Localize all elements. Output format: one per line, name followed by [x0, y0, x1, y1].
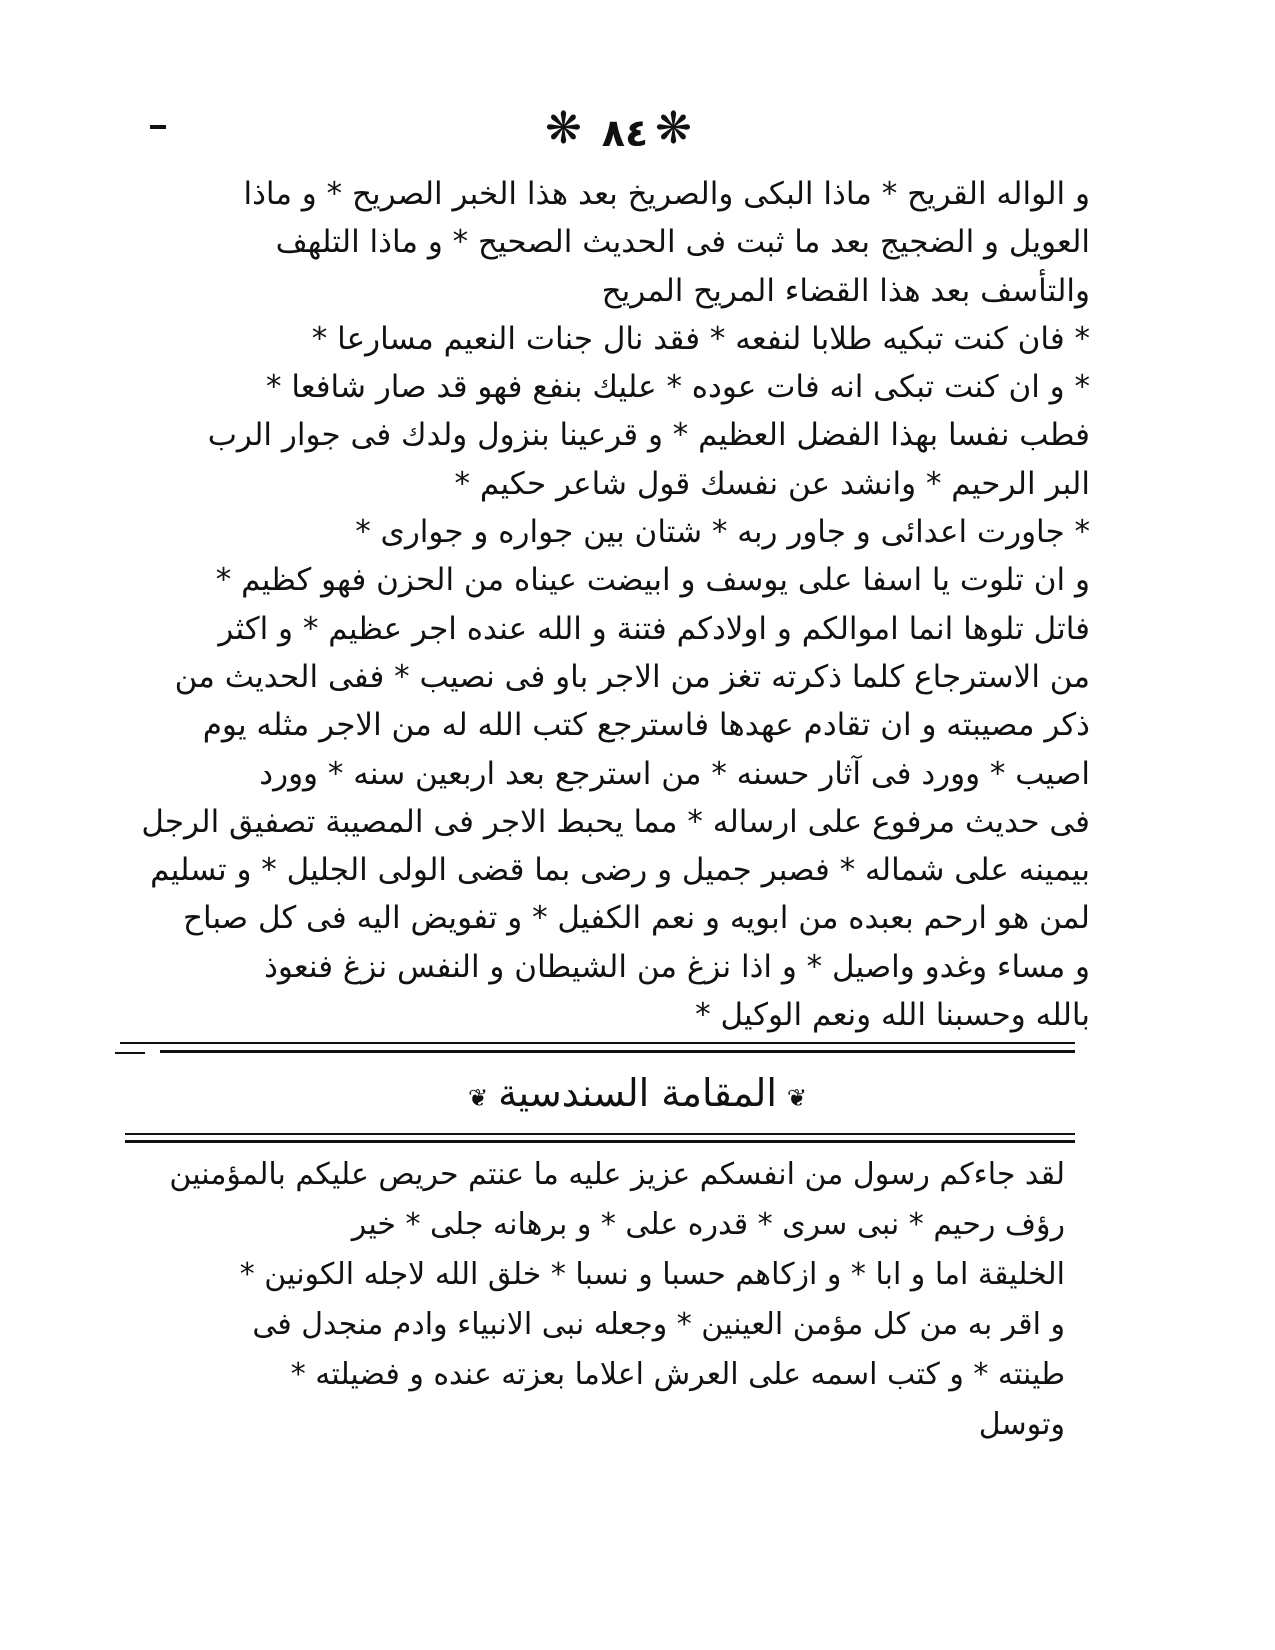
section-divider-line — [120, 1042, 1075, 1044]
text-line: و مساء وغدو واصيل * و اذا نزغ من الشيطان و النفس نزغ فنعوذ — [264, 948, 1090, 985]
text-line: طينته * و كتب اسمه على العرش اعلاما بعزته عنده و فضيلته * — [290, 1357, 1065, 1392]
section-divider-line — [160, 1050, 1075, 1053]
text-line: البر الرحيم * وانشد عن نفسك قول شاعر حكيم * — [454, 465, 1090, 502]
text-line: لقد جاءكم رسول من انفسكم عزيز عليه ما عنتم حريص عليكم بالمؤمنين — [169, 1157, 1065, 1192]
text-line: وتوسل — [978, 1407, 1065, 1442]
section-divider-line — [125, 1133, 1075, 1135]
text-line: والتأسف بعد هذا القضاء المريح المريح — [601, 272, 1090, 309]
main-text-block — [135, 170, 1090, 1039]
text-line: فاتل تلوها انما اموالكم و اولادكم فتنة و الله عنده اجر عظيم * و اكثر — [218, 610, 1090, 647]
heading-flourish-icon: ❦ — [467, 1084, 489, 1112]
text-line: العويل و الضجيج بعد ما ثبت فى الحديث الصحيح * و ماذا التلهف — [275, 224, 1090, 261]
text-line: و اقر به من كل مؤمن العينين * وجعله نبى الانبياء وادم منجدل فى — [252, 1307, 1065, 1342]
text-line: فطب نفسا بهذا الفضل العظيم * و قرعينا بنزول ولدك فى جوار الرب — [207, 417, 1090, 454]
ornament-right-icon: ❋ — [655, 103, 692, 154]
verse-line: * جاورت اعدائى و جاور ربه * شتان بين جواره و جوارى * — [355, 514, 1090, 551]
section-heading — [0, 1063, 1275, 1128]
ornament-left-icon: ❋ — [545, 103, 582, 154]
page-number: ٨٤ — [601, 111, 649, 155]
heading-flourish-icon: ❦ — [786, 1084, 808, 1112]
text-line: من الاسترجاع كلما ذكرته تغز من الاجر باو فى نصيب * ففى الحديث من — [174, 658, 1090, 695]
text-line: الخليقة اما و ابا * و ازكاهم حسبا و نسبا * خلق الله لاجله الكونين * — [239, 1257, 1065, 1292]
verse-line: * فان كنت تبكيه طلابا لنفعه * فقد نال جنات النعيم مسارعا * — [311, 320, 1090, 357]
text-line: بيمينه على شماله * فصبر جميل و رضى بما قضى الولى الجليل * و تسليم — [150, 852, 1090, 889]
header-dash-mark — [150, 125, 166, 129]
text-line: بالله وحسبنا الله ونعم الوكيل * — [695, 997, 1090, 1034]
text-line: و الواله القريح * ماذا البكى والصريخ بعد هذا الخبر الصريح * و ماذا — [243, 176, 1090, 212]
section-divider-line — [125, 1140, 1075, 1143]
verse-line: * و ان كنت تبكى انه فات عوده * عليك بنفع فهو قد صار شافعا * — [265, 369, 1090, 406]
text-line: لمن هو ارحم بعبده من ابويه و نعم الكفيل * و تفويض اليه فى كل صباح — [182, 900, 1090, 937]
section-title: المقامة السندسية — [498, 1071, 777, 1115]
page-header — [0, 105, 1275, 165]
text-line: و ان تلوت يا اسفا على يوسف و ابيضت عيناه من الحزن فهو كظيم * — [215, 562, 1090, 599]
text-line: ذكر مصيبته و ان تقادم عهدها فاسترجع كتب الله له من الاجر مثله يوم — [202, 707, 1090, 744]
section-divider-dash — [115, 1052, 145, 1054]
text-line: رؤف رحيم * نبى سرى * قدره على * و برهانه جلى * خير — [351, 1207, 1065, 1242]
text-line: فى حديث مرفوع على ارساله * مما يحبط الاجر فى المصيبة تصفيق الرجل — [141, 803, 1090, 840]
text-line: اصيب * وورد فى آثار حسنه * من استرجع بعد اربعين سنه * وورد — [259, 755, 1090, 792]
section-text-block — [150, 1150, 1065, 1450]
